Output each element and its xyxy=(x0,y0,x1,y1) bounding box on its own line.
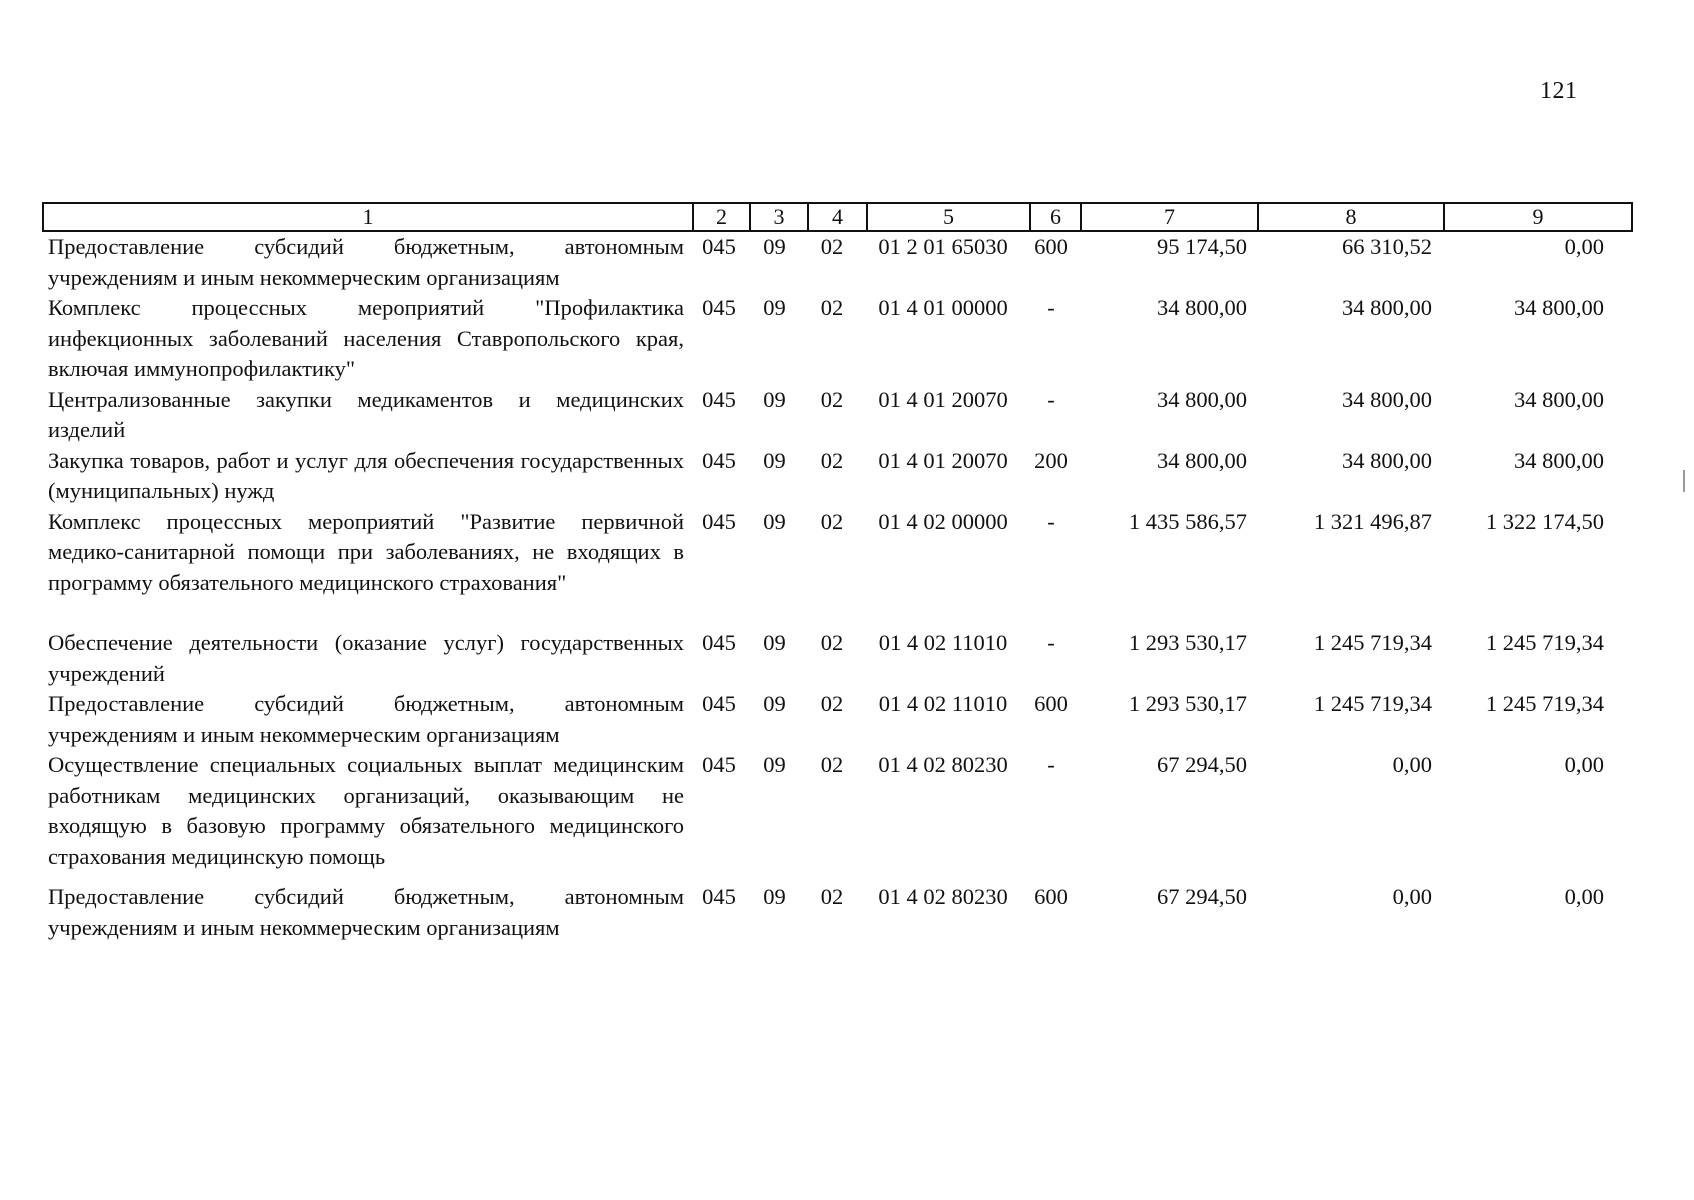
header-col-1: 1 xyxy=(43,203,693,231)
section-code: 09 xyxy=(763,508,786,534)
amount-col-7: 1 293 530,17 xyxy=(1128,691,1247,716)
row-name: Обеспечение деятельности (оказание услуг) государственных учреждений xyxy=(48,630,684,686)
amount-col-7: 1 435 586,57 xyxy=(1128,508,1247,534)
table-row xyxy=(42,293,1632,385)
target-article-code: 01 4 02 11010 xyxy=(878,691,1008,716)
table-row xyxy=(42,689,1632,750)
expense-type-code: 200 xyxy=(1034,447,1068,473)
table-row xyxy=(42,628,1632,689)
subsection-code: 02 xyxy=(820,884,844,909)
section-code: 09 xyxy=(763,234,786,259)
amount-col-8: 34 800,00 xyxy=(1342,386,1432,412)
expense-type-code: - xyxy=(1047,630,1055,655)
amount-col-9: 34 800,00 xyxy=(1514,386,1604,412)
table-row xyxy=(42,446,1632,507)
expense-type-code: - xyxy=(1047,386,1055,412)
expense-type-code: 600 xyxy=(1034,691,1068,716)
section-code: 09 xyxy=(763,630,786,655)
section-code: 09 xyxy=(763,691,786,716)
row-name: Предоставление субсидий бюджетным, автономным учреждениям и иным некоммерческим организациям xyxy=(48,691,684,747)
amount-col-9: 0,00 xyxy=(1564,752,1604,777)
amount-col-8: 1 321 496,87 xyxy=(1313,508,1432,534)
subsection-code: 02 xyxy=(820,752,844,777)
header-col-6: 6 xyxy=(1030,203,1081,231)
row-name: Централизованные закупки медикаментов и медицинских изделий xyxy=(48,386,684,442)
table-row xyxy=(42,750,1632,872)
amount-col-8: 1 245 719,34 xyxy=(1313,691,1432,716)
row-name: Предоставление субсидий бюджетным, автономным учреждениям и иным некоммерческим организациям xyxy=(48,234,684,290)
amount-col-8: 34 800,00 xyxy=(1342,447,1432,473)
amount-col-8: 1 245 719,34 xyxy=(1313,630,1432,655)
section-code: 09 xyxy=(763,447,786,473)
ved-code: 045 xyxy=(702,752,736,777)
target-article-code: 01 4 01 00000 xyxy=(878,295,1008,320)
amount-col-7: 34 800,00 xyxy=(1157,386,1247,412)
ved-code: 045 xyxy=(702,691,736,716)
amount-col-9: 1 322 174,50 xyxy=(1485,508,1604,534)
ved-code: 045 xyxy=(702,630,736,655)
table-row xyxy=(42,232,1632,293)
amount-col-9: 0,00 xyxy=(1564,884,1604,909)
ved-code: 045 xyxy=(702,295,736,320)
amount-col-8: 0,00 xyxy=(1392,752,1432,777)
page-number: 121 xyxy=(1540,78,1578,104)
header-col-5: 5 xyxy=(867,203,1030,231)
ved-code: 045 xyxy=(702,386,736,412)
target-article-code: 01 4 02 00000 xyxy=(878,508,1008,534)
header-col-8: 8 xyxy=(1258,203,1444,231)
target-article-code: 01 2 01 65030 xyxy=(878,234,1008,259)
ved-code: 045 xyxy=(702,447,736,473)
section-code: 09 xyxy=(763,295,786,320)
amount-col-7: 1 293 530,17 xyxy=(1128,630,1247,655)
scan-artifact xyxy=(1683,470,1685,492)
header-col-2: 2 xyxy=(693,203,750,231)
amount-col-9: 1 245 719,34 xyxy=(1485,630,1604,655)
target-article-code: 01 4 01 20070 xyxy=(878,386,1008,412)
row-name: Закупка товаров, работ и услуг для обеспечения государственных (муниципальных) нужд xyxy=(48,447,684,503)
subsection-code: 02 xyxy=(820,691,844,716)
row-name: Осуществление специальных социальных выплат медицинским работникам медицинских организаций, оказывающим не входящую в базовую программу обязательного медицинского страхования медицинскую помощь xyxy=(48,752,684,869)
row-name: Предоставление субсидий бюджетным, автономным учреждениям и иным некоммерческим организациям xyxy=(48,884,684,940)
ved-code: 045 xyxy=(702,234,736,259)
row-name: Комплекс процессных мероприятий "Профилактика инфекционных заболеваний населения Ставропольского края, включая иммунопрофилактику" xyxy=(48,295,684,381)
amount-col-8: 66 310,52 xyxy=(1342,234,1432,259)
amount-col-8: 34 800,00 xyxy=(1342,295,1432,320)
amount-col-7: 67 294,50 xyxy=(1157,752,1247,777)
column-number-header xyxy=(42,202,1633,232)
amount-col-7: 95 174,50 xyxy=(1157,234,1247,259)
table-row xyxy=(42,882,1632,943)
budget-table-body xyxy=(42,232,1632,943)
amount-col-7: 34 800,00 xyxy=(1157,447,1247,473)
expense-type-code: 600 xyxy=(1034,234,1068,259)
row-name: Комплекс процессных мероприятий "Развитие первичной медико-санитарной помощи при заболеваниях, не входящих в программу обязательного медицинского страхования" xyxy=(48,508,684,595)
amount-col-9: 34 800,00 xyxy=(1514,295,1604,320)
target-article-code: 01 4 02 11010 xyxy=(878,630,1008,655)
amount-col-9: 34 800,00 xyxy=(1514,447,1604,473)
expense-type-code: - xyxy=(1047,752,1055,777)
expense-type-code: - xyxy=(1047,295,1055,320)
amount-col-8: 0,00 xyxy=(1392,884,1432,909)
expense-type-code: 600 xyxy=(1034,884,1068,909)
ved-code: 045 xyxy=(702,884,736,909)
subsection-code: 02 xyxy=(820,234,844,259)
header-col-9: 9 xyxy=(1444,203,1632,231)
subsection-code: 02 xyxy=(820,508,844,534)
section-code: 09 xyxy=(763,386,786,412)
table-row xyxy=(42,385,1632,446)
expense-type-code: - xyxy=(1047,508,1055,534)
amount-col-9: 0,00 xyxy=(1564,234,1604,259)
header-col-3: 3 xyxy=(750,203,808,231)
section-code: 09 xyxy=(763,884,786,909)
amount-col-9: 1 245 719,34 xyxy=(1485,691,1604,716)
table-row xyxy=(42,507,1632,599)
subsection-code: 02 xyxy=(820,447,844,473)
header-col-7: 7 xyxy=(1081,203,1258,231)
target-article-code: 01 4 02 80230 xyxy=(878,752,1008,777)
subsection-code: 02 xyxy=(820,295,844,320)
subsection-code: 02 xyxy=(820,630,844,655)
subsection-code: 02 xyxy=(820,386,844,412)
target-article-code: 01 4 02 80230 xyxy=(878,884,1008,909)
amount-col-7: 34 800,00 xyxy=(1157,295,1247,320)
header-col-4: 4 xyxy=(808,203,867,231)
target-article-code: 01 4 01 20070 xyxy=(878,447,1008,473)
ved-code: 045 xyxy=(702,508,736,534)
section-code: 09 xyxy=(763,752,786,777)
amount-col-7: 67 294,50 xyxy=(1157,884,1247,909)
